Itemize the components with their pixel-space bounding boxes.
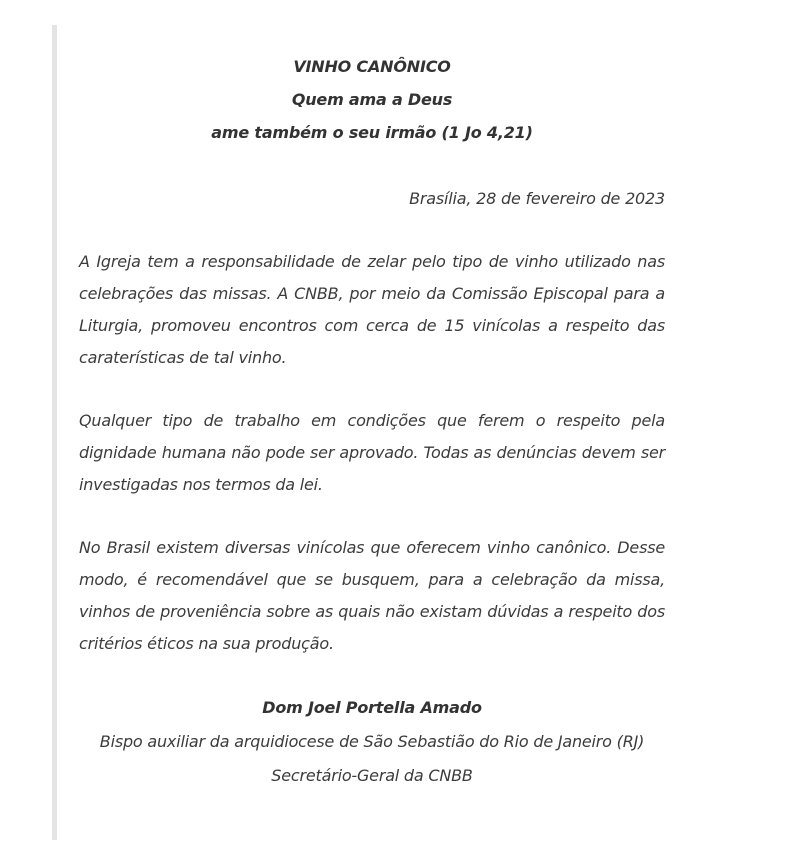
document-subtitle: Quem ama a Deus xyxy=(291,90,453,109)
blockquote-border xyxy=(52,25,57,840)
document-subtitle-reference: ame também o seu irmão (1 Jo 4,21) xyxy=(211,123,533,142)
title-block xyxy=(79,50,665,149)
document-title: VINHO CANÔNICO xyxy=(293,57,451,76)
paragraph-2: Qualquer tipo de trabalho em condições que ferem o respeito pela dignidade humana não pode ser aprovado. Todas as denúncias devem ser investigadas nos termos da lei. xyxy=(79,411,665,494)
signature-block xyxy=(79,691,665,793)
blockquote-content xyxy=(79,50,665,793)
paragraph-3: No Brasil existem diversas vinícolas que oferecem vinho canônico. Desse modo, é recomendável que se busquem, para a celebração da missa, vinhos de proveniência sobre as quais não existam dúvidas a respeito dos critérios éticos na sua produção. xyxy=(79,538,665,653)
document-date: Brasília, 28 de fevereiro de 2023 xyxy=(409,189,665,208)
paragraph-1: A Igreja tem a responsabilidade de zelar pelo tipo de vinho utilizado nas celebrações das missas. A CNBB, por meio da Comissão Episcopal para a Liturgia, promoveu encontros com cerca de 15 vinícolas a respeito das caraterísticas de tal vinho. xyxy=(79,252,665,367)
signatory-role: Bispo auxiliar da arquidiocese de São Sebastião do Rio de Janeiro (RJ) xyxy=(99,732,645,751)
signatory-position: Secretário-Geral da CNBB xyxy=(271,766,473,785)
signatory-name: Dom Joel Portella Amado xyxy=(262,698,482,717)
